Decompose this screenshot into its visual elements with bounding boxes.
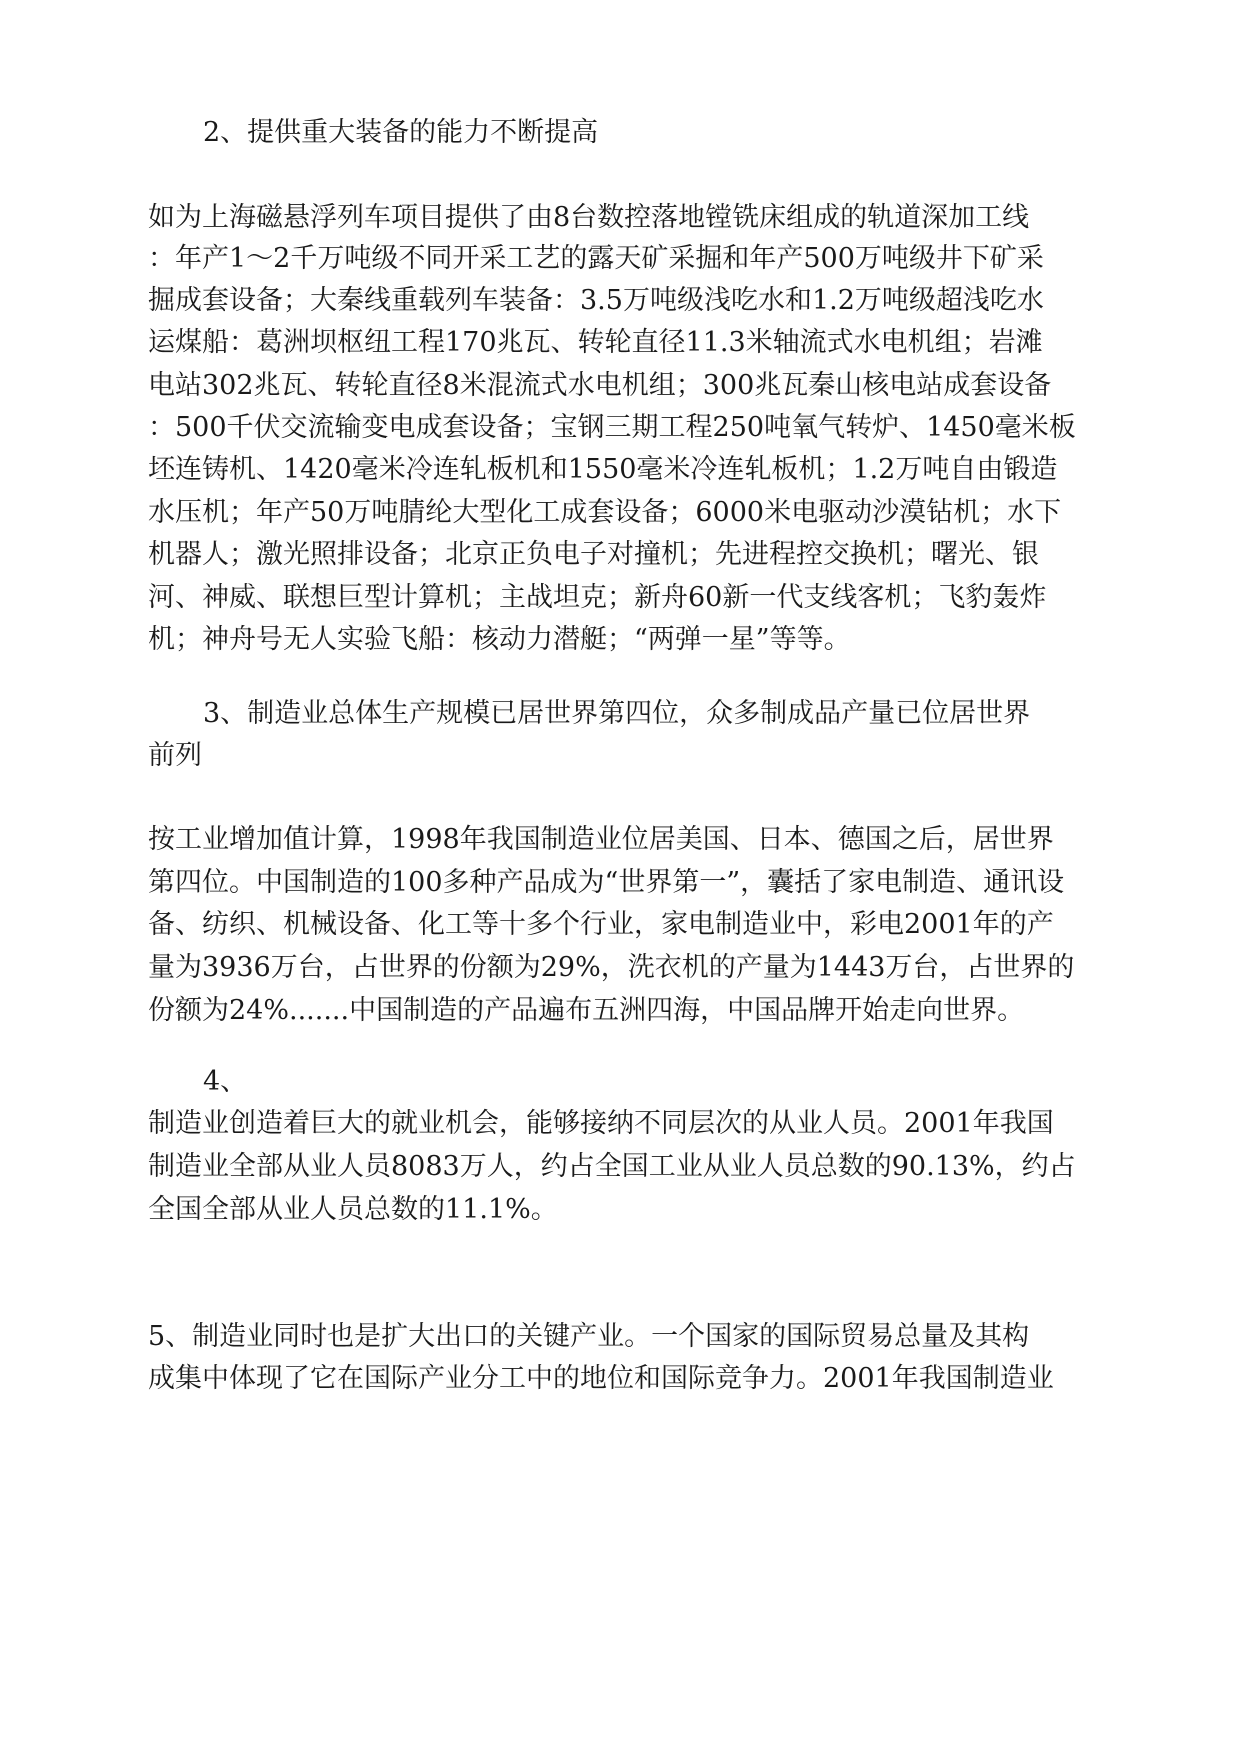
paragraph-line: 全国全部从业人员总数的11.1%。 — [148, 1194, 558, 1225]
paragraph-line: ：500千伏交流输变电成套设备；宝钢三期工程250吨氧气转炉、1450毫米板 — [148, 412, 1076, 443]
paragraph-line: 量为3936万台，占世界的份额为29%，洗衣机的产量为1443万台，占世界的 — [148, 952, 1075, 983]
paragraph-line: 水压机；年产50万吨腈纶大型化工成套设备；6000米电驱动沙漠钻机；水下 — [148, 497, 1062, 528]
paragraph-line: 第四位。中国制造的100多种产品成为“世界第一”，囊括了家电制造、通讯设 — [148, 867, 1065, 898]
paragraph-line: 如为上海磁悬浮列车项目提供了由8台数控落地镗铣床组成的轨道深加工线 — [148, 202, 1030, 233]
paragraph-line: 5、制造业同时也是扩大出口的关键产业。一个国家的国际贸易总量及其构 — [148, 1321, 1030, 1352]
paragraph-line: 成集中体现了它在国际产业分工中的地位和国际竞争力。2001年我国制造业 — [148, 1363, 1054, 1394]
heading-4: 4、 — [203, 1066, 248, 1097]
paragraph-line: 掘成套设备；大秦线重载列车装备：3.5万吨级浅吃水和1.2万吨级超浅吃水 — [148, 285, 1044, 316]
paragraph-line: 份额为24%.......中国制造的产品遍布五洲四海，中国品牌开始走向世界。 — [148, 995, 1025, 1026]
paragraph-line: 机；神舟号无人实验飞船：核动力潜艇；“两弹一星”等等。 — [148, 624, 851, 655]
paragraph-line: 制造业全部从业人员8083万人，约占全国工业从业人员总数的90.13%，约占 — [148, 1151, 1076, 1182]
paragraph-line: 按工业增加值计算，1998年我国制造业位居美国、日本、德国之后，居世界 — [148, 824, 1054, 855]
heading-3: 3、制造业总体生产规模已居世界第四位，众多制成品产量已位居世界 — [203, 698, 1031, 729]
paragraph-line: 电站302兆瓦、转轮直径8米混流式水电机组；300兆瓦秦山核电站成套设备 — [148, 370, 1052, 401]
paragraph-line: 运煤船：葛洲坝枢纽工程170兆瓦、转轮直径11.3米轴流式水电机组；岩滩 — [148, 327, 1043, 358]
paragraph-line: 备、纺织、机械设备、化工等十多个行业，家电制造业中，彩电2001年的产 — [148, 909, 1054, 940]
paragraph-line: ：年产1～2千万吨级不同开采工艺的露天矿采掘和年产500万吨级井下矿采 — [148, 243, 1044, 274]
heading-2: 2、提供重大装备的能力不断提高 — [203, 117, 599, 148]
paragraph-line: 制造业创造着巨大的就业机会，能够接纳不同层次的从业人员。2001年我国 — [148, 1108, 1054, 1139]
heading-3-continued: 前列 — [148, 740, 202, 771]
paragraph-line: 坯连铸机、1420毫米冷连轧板机和1550毫米冷连轧板机；1.2万吨自由锻造 — [148, 454, 1058, 485]
paragraph-line: 河、神威、联想巨型计算机；主战坦克；新舟60新一代支线客机；飞豹轰炸 — [148, 582, 1047, 613]
paragraph-line: 机器人；激光照排设备；北京正负电子对撞机；先进程控交换机；曙光、银 — [148, 539, 1039, 570]
